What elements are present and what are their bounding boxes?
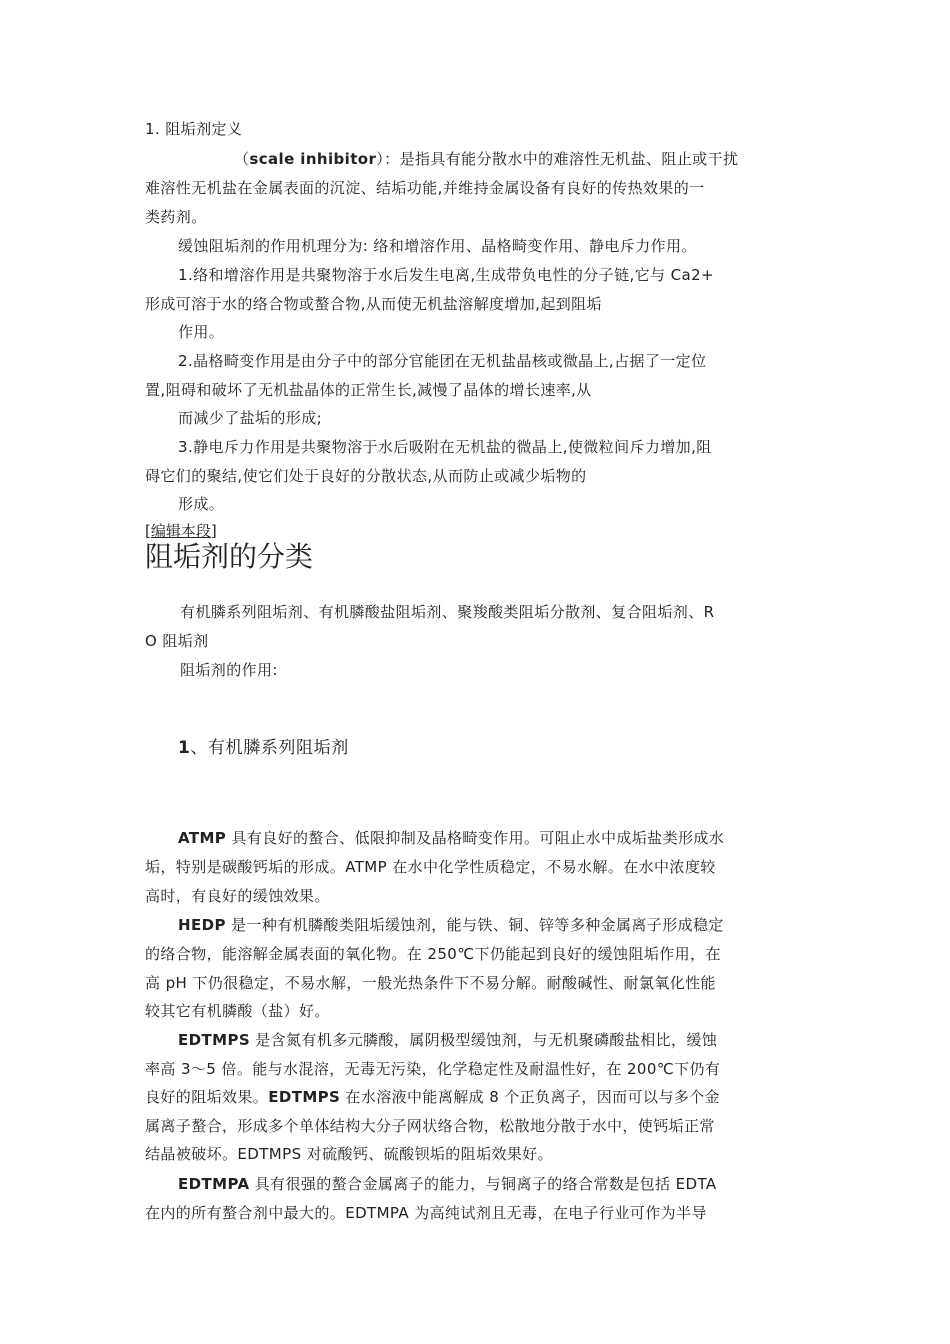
hedp-name: HEDP: [178, 916, 226, 934]
paren-open: （: [234, 150, 250, 168]
edtmps-line: 属离子螯合，形成多个单体结构大分子网状络合物，松散地分散于水中，使钙垢正常: [145, 1117, 715, 1135]
types-line: 有机膦系列阻垢剂、有机膦酸盐阻垢剂、聚羧酸类阻垢分散剂、复合阻垢剂、R: [180, 603, 715, 621]
mechanism-1-line: 形成可溶于水的络合物或螯合物,从而使无机盐溶解度增加,起到阻垢: [145, 295, 602, 313]
edtmpa-line: EDTMPA 具有很强的螯合金属离子的能力，与铜离子的络合常数是包括 EDTA: [178, 1175, 717, 1193]
edtmps-name: EDTMPS: [178, 1031, 251, 1049]
mechanism-1-line: 作用。: [178, 323, 225, 341]
mechanism-2-line: 置,阻碍和破坏了无机盐晶体的正常生长,减慢了晶体的增长速率,从: [145, 381, 592, 399]
edtmps-line: 率高 3～5 倍。能与水混溶，无毒无污染，化学稳定性及耐温性好，在 200℃下仍有: [145, 1060, 721, 1078]
mechanism-1-line: 1.络和增溶作用是共聚物溶于水后发生电离,生成带负电性的分子链,它与 Ca2+: [178, 266, 714, 284]
mechanism-3-line: 3.静电斥力作用是共聚物溶于水后吸附在无机盐的微晶上,使微粒间斥力增加,阻: [178, 438, 712, 456]
hedp-line: 的络合物，能溶解金属表面的氧化物。在 250℃下仍能起到良好的缓蚀阻垢作用，在: [145, 945, 721, 963]
edtmps-line: EDTMPS 是含氮有机多元膦酸，属阴极型缓蚀剂，与无机聚磷酸盐相比，缓蚀: [178, 1031, 718, 1049]
edtmps-line: 结晶被破坏。EDTMPS 对硫酸钙、硫酸钡垢的阻垢效果好。: [145, 1145, 554, 1163]
edit-section-link: [编辑本段]: [145, 522, 217, 540]
edit-section-anchor[interactable]: 编辑本段: [150, 522, 211, 540]
mechanism-3-line: 形成。: [178, 495, 225, 513]
scale-inhibitor-term: scale inhibitor: [249, 150, 377, 168]
section-title-definition: 1. 阻垢剂定义: [145, 120, 243, 138]
definition-text: ）：是指具有能分散水中的难溶性无机盐、阻止或干扰: [376, 150, 739, 168]
mechanism-2-line: 2.晶格畸变作用是由分子中的部分官能团在无机盐晶核或微晶上,占据了一定位: [178, 352, 707, 370]
definition-line: 类药剂。: [145, 208, 207, 226]
hedp-line: HEDP 是一种有机膦酸类阻垢缓蚀剂，能与铁、铜、锌等多种金属离子形成稳定: [178, 916, 724, 934]
atmp-line: ATMP 具有良好的螯合、低限抑制及晶格畸变作用。可阻止水中成垢盐类形成水: [178, 829, 725, 847]
definition-line: [234, 149, 738, 169]
definition-line: 难溶性无机盐在金属表面的沉淀、结垢功能,并维持金属设备有良好的传热效果的一: [145, 179, 705, 197]
classification-heading: 阻垢剂的分类: [145, 540, 314, 573]
mechanism-2-line: 而减少了盐垢的形成;: [178, 409, 323, 427]
atmp-line: 高时，有良好的缓蚀效果。: [145, 887, 330, 905]
edtmpa-line: 在内的所有螯合剂中最大的。EDTMPA 为高纯试剂且无毒，在电子行业可作为半导: [145, 1204, 707, 1222]
atmp-name: ATMP: [178, 829, 227, 847]
mechanism-intro: 缓蚀阻垢剂的作用机理分为: 络和增溶作用、晶格畸变作用、静电斥力作用。: [178, 237, 697, 255]
mechanism-3-line: 碍它们的聚结,使它们处于良好的分散状态,从而防止或减少垢物的: [145, 467, 587, 485]
role-label: 阻垢剂的作用:: [180, 661, 278, 679]
hedp-line: 较其它有机膦酸（盐）好。: [145, 1002, 330, 1020]
hedp-line: 高 pH 下仍很稳定，不易水解，一般光热条件下不易分解。耐酸碱性、耐氯氧化性能: [145, 974, 716, 992]
edtmps-name: EDTMPS: [268, 1088, 341, 1106]
edtmps-line: 良好的阻垢效果。EDTMPS 在水溶液中能离解成 8 个正负离子，因而可以与多个金: [145, 1088, 720, 1106]
subsection-organophosphine: 1、有机膦系列阻垢剂: [178, 738, 349, 758]
edtmpa-name: EDTMPA: [178, 1175, 250, 1193]
types-line: O 阻垢剂: [145, 632, 209, 650]
atmp-line: 垢，特别是碳酸钙垢的形成。ATMP 在水中化学性质稳定，不易水解。在水中浓度较: [145, 858, 716, 876]
